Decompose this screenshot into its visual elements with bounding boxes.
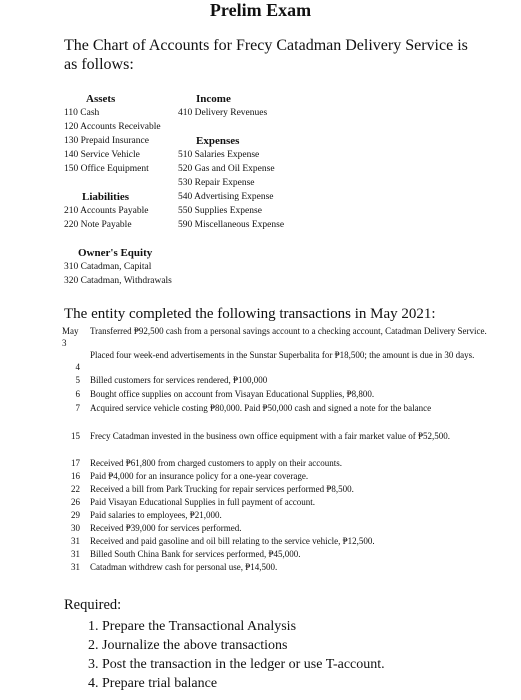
transaction-day: 17 <box>71 458 80 468</box>
transaction-text: Received a bill from Park Trucking for repair services performed ₱8,500. <box>90 484 354 494</box>
transaction-text: Received and paid gasoline and oil bill relating to the service vehicle, ₱12,500. <box>90 536 375 546</box>
required-item: 1. Prepare the Transactional Analysis <box>88 619 297 634</box>
assets-section <box>64 92 161 176</box>
intro-text: The Chart of Accounts for Frecy Catadman Delivery Service is as follows: <box>64 37 468 73</box>
account-item: 530 Repair Expense <box>178 178 255 188</box>
assets-heading: Assets <box>86 93 116 105</box>
transaction-day: 29 <box>71 510 80 520</box>
transaction-text: Bought office supplies on account from Visayan Educational Supplies, ₱8,800. <box>90 389 375 399</box>
transaction-day: 30 <box>71 523 80 533</box>
account-item: 320 Catadman, Withdrawals <box>64 276 172 286</box>
required-heading: Required: <box>64 597 122 613</box>
transaction-text: Acquired service vehicle costing ₱80,000. Paid ₱50,000 cash and signed a note for the balance <box>90 403 432 413</box>
required-item: 2. Journalize the above transactions <box>88 638 288 653</box>
account-item: 550 Supplies Expense <box>178 206 262 216</box>
liabilities-heading: Liabilities <box>82 191 130 203</box>
transaction-text: Transferred ₱92,500 cash from a personal savings account to a checking account, Catadman Delivery Service. <box>90 326 487 336</box>
transaction-text: Received ₱61,800 from charged customers to apply on their accounts. <box>90 458 343 468</box>
income-heading: Income <box>196 93 231 105</box>
transaction-text: Received ₱39,000 for services performed. <box>90 523 242 533</box>
account-item: 590 Miscellaneous Expense <box>178 220 285 230</box>
owners-equity-heading: Owner's Equity <box>78 247 153 259</box>
account-item: 220 Note Payable <box>64 220 132 230</box>
required-item: 4. Prepare trial balance <box>88 676 218 691</box>
account-item: 120 Accounts Receivable <box>64 122 161 132</box>
transaction-text: Paid salaries to employees, ₱21,000. <box>90 510 222 520</box>
transactions-heading: The entity completed the following transactions in May 2021: <box>64 306 436 322</box>
transaction-day: 7 <box>75 403 80 413</box>
transaction-day: 5 <box>75 375 80 385</box>
expenses-section <box>178 134 284 232</box>
income-section <box>178 92 267 120</box>
required-item: 3. Post the transaction in the ledger or use T-account. <box>88 657 385 672</box>
account-item: 540 Advertising Expense <box>178 192 274 202</box>
account-item: 510 Salaries Expense <box>178 150 260 160</box>
account-item: 110 Cash <box>64 108 100 118</box>
transaction-text: Placed four week-end advertisements in the Sunstar Superbalita for ₱18,500; the amount is due in 30 days. <box>90 350 475 360</box>
account-item: 520 Gas and Oil Expense <box>178 164 275 174</box>
transaction-day: 22 <box>71 484 80 494</box>
transaction-day: 6 <box>75 389 80 399</box>
liabilities-section <box>64 190 148 232</box>
transaction-text: Billed customers for services rendered, ₱100,000 <box>90 375 268 385</box>
transaction-text: Paid ₱4,000 for an insurance policy for a one-year coverage. <box>90 471 309 481</box>
transaction-text: Paid Visayan Educational Supplies in full payment of account. <box>90 497 315 507</box>
page-title: Prelim Exam <box>209 0 312 20</box>
account-item: 310 Catadman, Capital <box>64 262 152 272</box>
transaction-day: 15 <box>71 431 80 441</box>
transaction-text: Billed South China Bank for services performed, ₱45,000. <box>90 549 301 559</box>
transaction-text: Catadman withdrew cash for personal use, ₱14,500. <box>90 562 278 572</box>
transaction-day: 31 <box>71 562 80 572</box>
transaction-day: 16 <box>71 471 80 481</box>
transaction-day: May 3 <box>62 326 79 348</box>
transaction-day: 4 <box>75 362 80 372</box>
account-item: 410 Delivery Revenues <box>178 108 268 118</box>
account-item: 150 Office Equipment <box>64 164 149 174</box>
transaction-day: 31 <box>71 536 80 546</box>
account-item: 130 Prepaid Insurance <box>64 136 149 146</box>
account-item: 140 Service Vehicle <box>64 150 140 160</box>
transaction-day: 31 <box>71 549 80 559</box>
transaction-text: Frecy Catadman invested in the business own office equipment with a fair market value of ₱52,500. <box>90 431 450 441</box>
account-item: 210 Accounts Payable <box>64 206 149 216</box>
transaction-day: 26 <box>71 497 80 507</box>
owners-equity-section <box>64 246 172 288</box>
expenses-heading: Expenses <box>196 135 240 147</box>
